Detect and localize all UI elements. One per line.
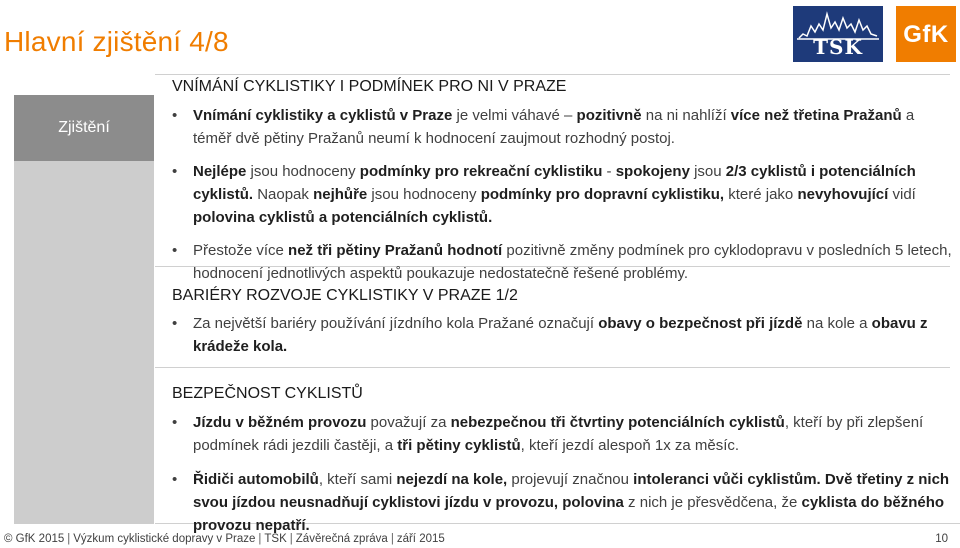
section-safety-body [172,411,952,537]
bullet-text-bold: Nejlépe [193,163,247,180]
bullet-text: považují za [366,414,451,431]
bullet-text-bold: 2/3 cyklistů i potenciálních cyklistů. [193,163,916,203]
bullet-text-bold: pozitivně [576,107,642,124]
footer-separator: | [289,533,293,545]
bullet-text-bold: nebezpečnou tři čtvrtiny potenciálních cyklistů [450,414,785,431]
bullet-text-bold: spokojeny [615,163,690,180]
gfk-logo [896,6,956,62]
footer-separator: | [258,533,262,545]
divider-2 [155,367,950,368]
page-number: 10 [935,533,948,545]
bullet-text-bold: než tři pětiny Pražanů hodnotí [288,242,503,259]
page-title: Hlavní zjištění 4/8 [4,26,229,57]
bullet-text-bold: tři pětiny cyklistů [397,437,521,454]
bullet-text: jsou [689,163,726,180]
section-heading-barriers: BARIÉRY ROZVOJE CYKLISTIKY V PRAZE 1/2 [172,287,518,304]
footer-report: Závěrečná zpráva [295,533,388,545]
sidebar-label-box [14,95,154,161]
footer-date: září 2015 [396,533,445,545]
bullet-text: vidí [888,186,916,203]
footer [4,533,445,545]
bullet-text-bold: Vnímání cyklistiky a cyklistů v Praze [193,107,453,124]
bullet-item [172,104,952,150]
bullet-text: projevují značnou [507,471,634,488]
bullet-text-bold: více než třetina Pražanů [730,107,902,124]
bullet-text: pozitivně změny podmínek pro cyklodopravu v posledních 5 letech, hodnocení jednotlivých aspektů poukazuje nedostatečně řešené problémy. [193,242,952,282]
bullet-item [172,411,952,457]
bullet-text: Přestože více [193,242,289,259]
bullet-text: , kteří jezdí alespoň 1x za měsíc. [520,437,740,454]
bullet-text: na kole a [802,315,872,332]
bullet-text-bold: obavu z krádeže kola. [193,315,928,355]
bullet-text-bold: podmínky pro dopravní cyklistiku, [480,186,725,203]
sidebar-strip [14,161,154,524]
section-heading-safety: BEZPEČNOST CYKLISTŮ [172,385,363,402]
bullet-text: , kteří sami [318,471,397,488]
top-divider [155,74,950,75]
bullet-text-bold: intoleranci vůči cyklistům. Dvě třetiny z nich svou jízdou neusnadňují cyklistovi jízdu v provozu, polovina [193,471,950,511]
bullet-item [172,468,952,537]
bullet-item [172,239,952,285]
section-barriers-body [172,312,952,358]
sidebar-label: Zjištění [58,119,110,136]
bullet-text: jsou hodnoceny [246,163,360,180]
bullet-text: , kteří by při zlepšení podmínek rádi jezdili častěji, a [193,414,924,454]
footer-copyright: © GfK 2015 [4,533,65,545]
section-perception-body [172,104,952,285]
section-heading-perception: VNÍMÁNÍ CYKLISTIKY I PODMÍNEK PRO NI V PRAZE [172,78,567,95]
bullet-text-bold: Jízdu v běžném provozu [193,414,367,431]
bullet-text: které jako [724,186,798,203]
bullet-text: z nich je přesvědčena, že [623,494,802,511]
gfk-logo-text: GfK [903,21,949,48]
bullet-text-bold: cyklista do běžného provozu nepatří. [193,494,945,534]
footer-study: Výzkum cyklistické dopravy v Praze [73,533,256,545]
tsk-logo [793,6,883,62]
bullet-text: jsou hodnoceny [367,186,481,203]
bullet-text: Naopak [253,186,314,203]
bullet-item [172,160,952,229]
footer-separator: | [67,533,71,545]
bullet-text: a téměř dvě pětiny Pražanů neumí k hodnocení zaujmout rozhodný postoj. [193,107,915,147]
bullet-text-bold: polovina cyklistů a potenciálních cyklistů. [193,209,493,226]
bullet-text-bold: obavy o bezpečnost při jízdě [598,315,803,332]
footer-client: TSK [264,533,287,545]
bullet-text-bold: podmínky pro rekreační cyklistiku [359,163,603,180]
bullet-text-bold: nevyhovující [797,186,889,203]
bullet-text: je velmi váhavé – [452,107,577,124]
bullet-text-bold: nejezdí na kole, [396,471,508,488]
bullet-text: - [602,163,616,180]
bullet-text-bold: nejhůře [313,186,368,203]
tsk-logo-text: TSK [813,35,863,59]
bullet-text: Za největší bariéry používání jízdního kola Pražané označují [193,315,599,332]
bullet-text-bold: Řidiči automobilů [193,471,319,488]
footer-separator: | [390,533,394,545]
bullet-text: na ni nahlíží [641,107,731,124]
bullet-item [172,312,952,358]
